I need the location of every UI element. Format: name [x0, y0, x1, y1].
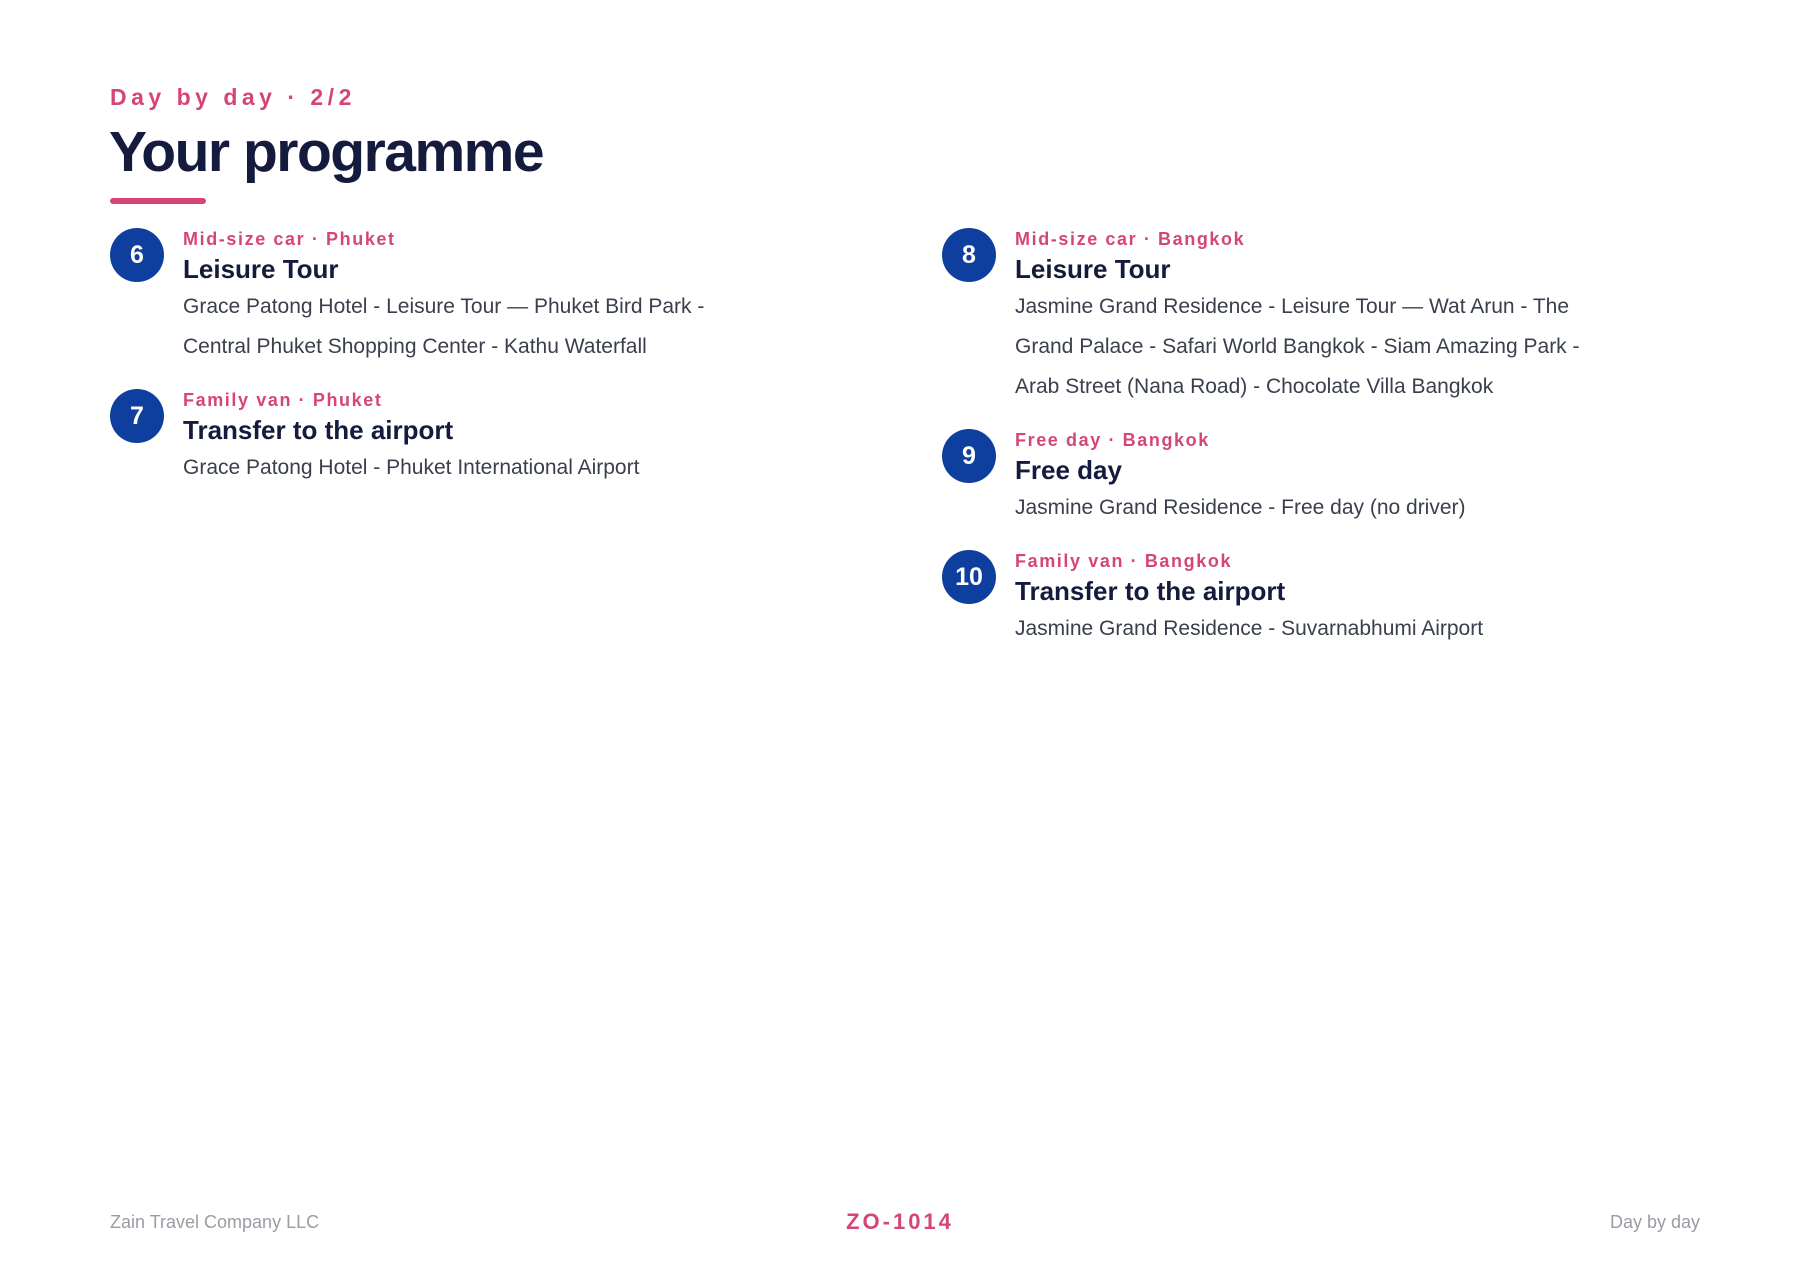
day-route: Jasmine Grand Residence - Free day (no driver) — [1015, 496, 1466, 519]
day-entry-7 — [110, 389, 770, 488]
itinerary-column-left — [110, 228, 770, 510]
day-entry-10 — [942, 550, 1602, 649]
day-route: Grace Patong Hotel - Leisure Tour — Phuket Bird Park - Central Phuket Shopping Center - Kathu Waterfall — [183, 295, 705, 358]
day-title: Free day — [1015, 455, 1122, 485]
day-number-badge: 9 — [942, 429, 996, 483]
day-route: Jasmine Grand Residence - Leisure Tour — Wat Arun - The Grand Palace - Safari World Bangkok - Siam Amazing Park - Arab Street (Nana Road) - Chocolate Villa Bangkok — [1015, 295, 1580, 398]
page-title: Your programme — [109, 120, 544, 184]
footer-company: Zain Travel Company LLC — [110, 1212, 320, 1232]
day-vehicle-location: Mid-size car · Bangkok — [1015, 229, 1246, 249]
day-vehicle-location: Free day · Bangkok — [1015, 430, 1210, 450]
day-title: Leisure Tour — [1015, 254, 1171, 284]
section-eyebrow: Day by day · 2/2 — [110, 84, 356, 110]
day-number-badge: 7 — [110, 389, 164, 443]
day-entry-8 — [942, 228, 1602, 407]
footer-section: Day by day — [1609, 1212, 1700, 1232]
day-route: Grace Patong Hotel - Phuket International Airport — [183, 456, 640, 479]
day-number-badge: 10 — [942, 550, 996, 604]
day-number-badge: 6 — [110, 228, 164, 282]
title-underline — [110, 198, 206, 204]
footer-reference: ZO-1014 — [846, 1209, 954, 1234]
day-entry-6 — [110, 228, 770, 367]
day-vehicle-location: Mid-size car · Phuket — [183, 229, 396, 249]
day-title: Leisure Tour — [183, 254, 339, 284]
day-vehicle-location: Family van · Phuket — [183, 390, 383, 410]
day-title: Transfer to the airport — [1015, 576, 1286, 606]
day-number-badge: 8 — [942, 228, 996, 282]
day-title: Transfer to the airport — [183, 415, 454, 445]
day-vehicle-location: Family van · Bangkok — [1015, 551, 1233, 571]
day-entry-9 — [942, 429, 1602, 528]
itinerary-column-right — [942, 228, 1602, 671]
day-route: Jasmine Grand Residence - Suvarnabhumi Airport — [1015, 617, 1484, 640]
